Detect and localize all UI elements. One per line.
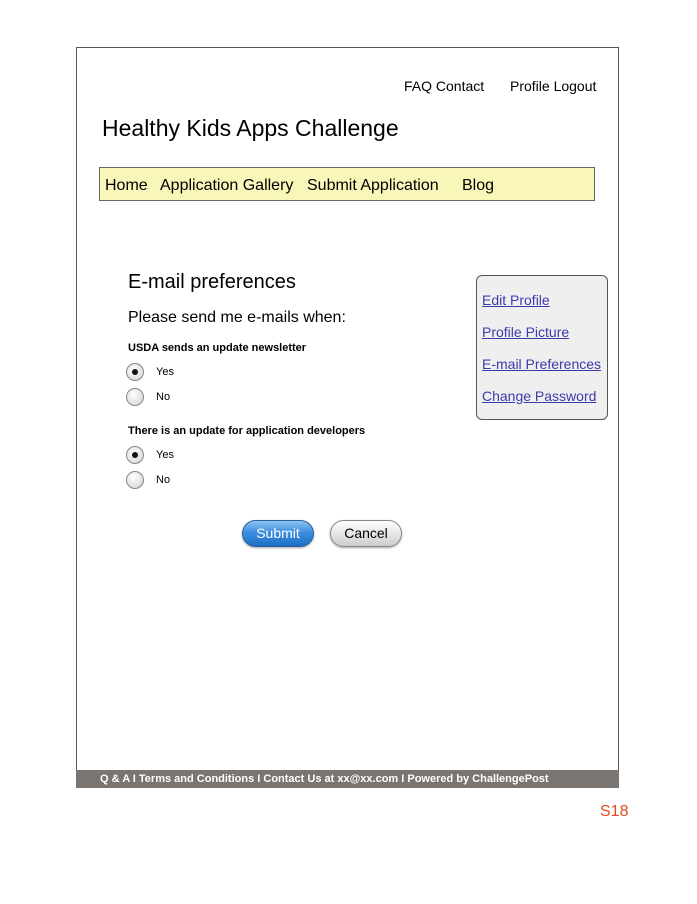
main-nav	[99, 167, 595, 201]
sidebar-link-change-password[interactable]: Change Password	[482, 388, 597, 404]
sidebar-link-profile-picture[interactable]: Profile Picture	[482, 324, 570, 340]
question-label-newsletter: USDA sends an update newsletter	[128, 342, 307, 354]
profile-sidebar	[476, 275, 608, 420]
radio-newsletter-yes[interactable]	[126, 363, 144, 381]
radio-label-developers-no: No	[156, 474, 171, 486]
faq-contact-link[interactable]: FAQ Contact	[404, 78, 485, 94]
nav-item-submit-application[interactable]: Submit Application	[307, 177, 439, 194]
radio-newsletter-no[interactable]	[126, 388, 144, 406]
cancel-button[interactable]: Cancel	[330, 520, 402, 547]
radio-developers-yes[interactable]	[126, 446, 144, 464]
question-label-developers: There is an update for application developers	[128, 425, 366, 437]
submit-button[interactable]: Submit	[242, 520, 314, 547]
nav-item-home[interactable]: Home	[105, 177, 148, 194]
radio-label-newsletter-yes: Yes	[156, 366, 174, 378]
profile-logout-link[interactable]: Profile Logout	[510, 78, 597, 94]
nav-item-blog[interactable]: Blog	[462, 177, 495, 194]
radio-label-newsletter-no: No	[156, 391, 171, 403]
section-subtitle: Please send me e-mails when:	[128, 309, 346, 326]
radio-label-developers-yes: Yes	[156, 449, 174, 461]
site-title: Healthy Kids Apps Challenge	[102, 115, 399, 141]
footer-bar: Q & A I Terms and Conditions I Contact Us at xx@xx.com I Powered by ChallengePost	[76, 770, 619, 788]
section-title: E-mail preferences	[128, 271, 296, 293]
sidebar-link-email-preferences[interactable]: E-mail Preferences	[482, 356, 602, 372]
nav-item-application-gallery[interactable]: Application Gallery	[160, 177, 294, 194]
page-id-label: S18	[600, 803, 629, 820]
radio-developers-no[interactable]	[126, 471, 144, 489]
sidebar-link-edit-profile[interactable]: Edit Profile	[482, 292, 550, 308]
